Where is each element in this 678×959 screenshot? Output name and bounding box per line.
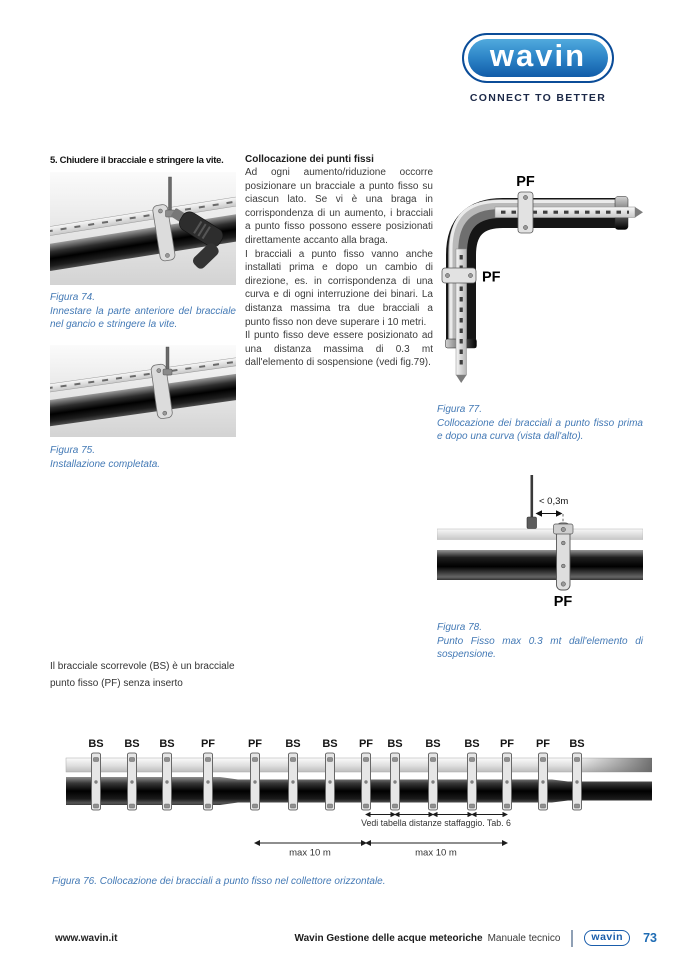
figure74-photo (50, 172, 236, 285)
bracket-label: BS (387, 738, 403, 750)
figure75-caption-body: Installazione completata. (50, 458, 161, 470)
pipe (437, 550, 643, 580)
figure77-diagram (437, 163, 643, 395)
page-footer (55, 928, 657, 948)
bracket-label: BS (322, 738, 338, 750)
bracket-labels (88, 738, 584, 750)
bracket-label: BS (159, 738, 175, 750)
figure77-caption-body: Collocazione dei bracciali a punto fisso prima e dopo una curva (vista dall'alto). (437, 417, 643, 442)
bracket-label: BS (88, 738, 104, 750)
wavin-logo-block (462, 33, 614, 104)
rail (66, 758, 652, 772)
website-link[interactable]: www.wavin.it (55, 932, 118, 944)
bracket-label: PF (358, 738, 374, 750)
figure75-caption-title: Figura 75. (50, 445, 96, 456)
figure78-caption-title: Figura 78. (437, 622, 483, 633)
figure76-diagram (52, 733, 652, 861)
bracket-label: BS (464, 738, 480, 750)
pf-clamp-side (442, 268, 476, 283)
figure76-caption: Figura 76. Collocazione dei bracciali a punto fisso nel collettore orizzontale. (52, 876, 386, 887)
bracket-label: BS (425, 738, 441, 750)
punti-fissi-section (245, 154, 433, 370)
figure77-caption (437, 403, 643, 444)
pf-clamp (554, 523, 574, 590)
figure78-caption-body: Punto Fisso max 0.3 mt dall'elemento di sospensione. (437, 635, 643, 660)
figure74-caption-title: Figura 74. (50, 292, 96, 303)
figure75-photo (50, 345, 236, 437)
pf-label-side: PF (482, 269, 501, 286)
max-distance-label-2: max 10 m (415, 847, 457, 859)
bracket-label: PF (200, 738, 216, 750)
logo-tagline: CONNECT TO BETTER (469, 92, 607, 104)
spacing-note: Vedi tabella distanze staffaggio. Tab. 6 (361, 818, 511, 828)
paragraph-2: I bracciali a punto fisso vanno anche installati prima e dopo un cambio di direzione, es. in corrispondenza di una curva e di ogni interruzione dei binari. La distanza massima tra due bracciali a punto fisso non deve superare i 10 metri. (245, 248, 433, 328)
bracket-label: BS (124, 738, 140, 750)
max-distance-label-1: max 10 m (289, 847, 331, 859)
section-heading: Collocazione dei punti fissi (245, 154, 374, 165)
suspension-rod (531, 475, 534, 520)
rod-nut (527, 517, 537, 529)
pf-label-top: PF (516, 174, 535, 190)
pf-label: PF (553, 594, 573, 610)
bracket-label: PF (535, 738, 551, 750)
threaded-rod (169, 177, 172, 215)
bracket-label: BS (285, 738, 301, 750)
wavin-logo (462, 33, 614, 83)
doc-subtitle: Manuale tecnico (487, 932, 561, 944)
figure77-caption-title: Figura 77. (437, 404, 483, 415)
bracket-label: PF (499, 738, 515, 750)
step-heading: 5. Chiudere il bracciale e stringere la vite. (50, 155, 224, 166)
bracket-label: BS (569, 738, 585, 750)
page-number: 73 (643, 931, 657, 945)
bs-pf-note: Il bracciale scorrevole (BS) è un bracciale punto fisso (PF) senza inserto (50, 661, 235, 689)
wavin-logo-text: wavin (489, 38, 587, 73)
collector-pipe (66, 777, 652, 805)
figure74-caption-body: Innestare la parte anteriore del bracciale nel gancio e stringere la vite. (50, 305, 236, 330)
figure78-caption (437, 621, 643, 662)
footer-wavin-logo: wavin (584, 930, 630, 946)
pf-clamp-top (518, 192, 533, 233)
rail (437, 529, 643, 540)
footer-divider (571, 930, 573, 947)
bracket-label: PF (247, 738, 263, 750)
doc-title: Wavin Gestione delle acque meteoriche (294, 932, 483, 944)
figure75-caption (50, 444, 236, 471)
figure74-caption (50, 291, 236, 332)
distance-label: < 0,3m (539, 496, 569, 507)
figure78-diagram (437, 473, 643, 613)
rail-shaded-end (572, 758, 652, 772)
paragraph-3: Il punto fisso deve essere posizionato ad una distanza massima di 0.3 mt dall'elemento di sospensione (vedi fig.79). (245, 330, 433, 369)
paragraph-1: Ad ogni aumento/riduzione occorre posizionare un bracciale a punto fisso su ciascun lato. Se vi è una braga in corrispondenza di un aumento, i bracciali a punto fisso possono essere posizionati direttamente accanto alla braga. (245, 167, 433, 246)
horizontal-rail (495, 207, 643, 218)
